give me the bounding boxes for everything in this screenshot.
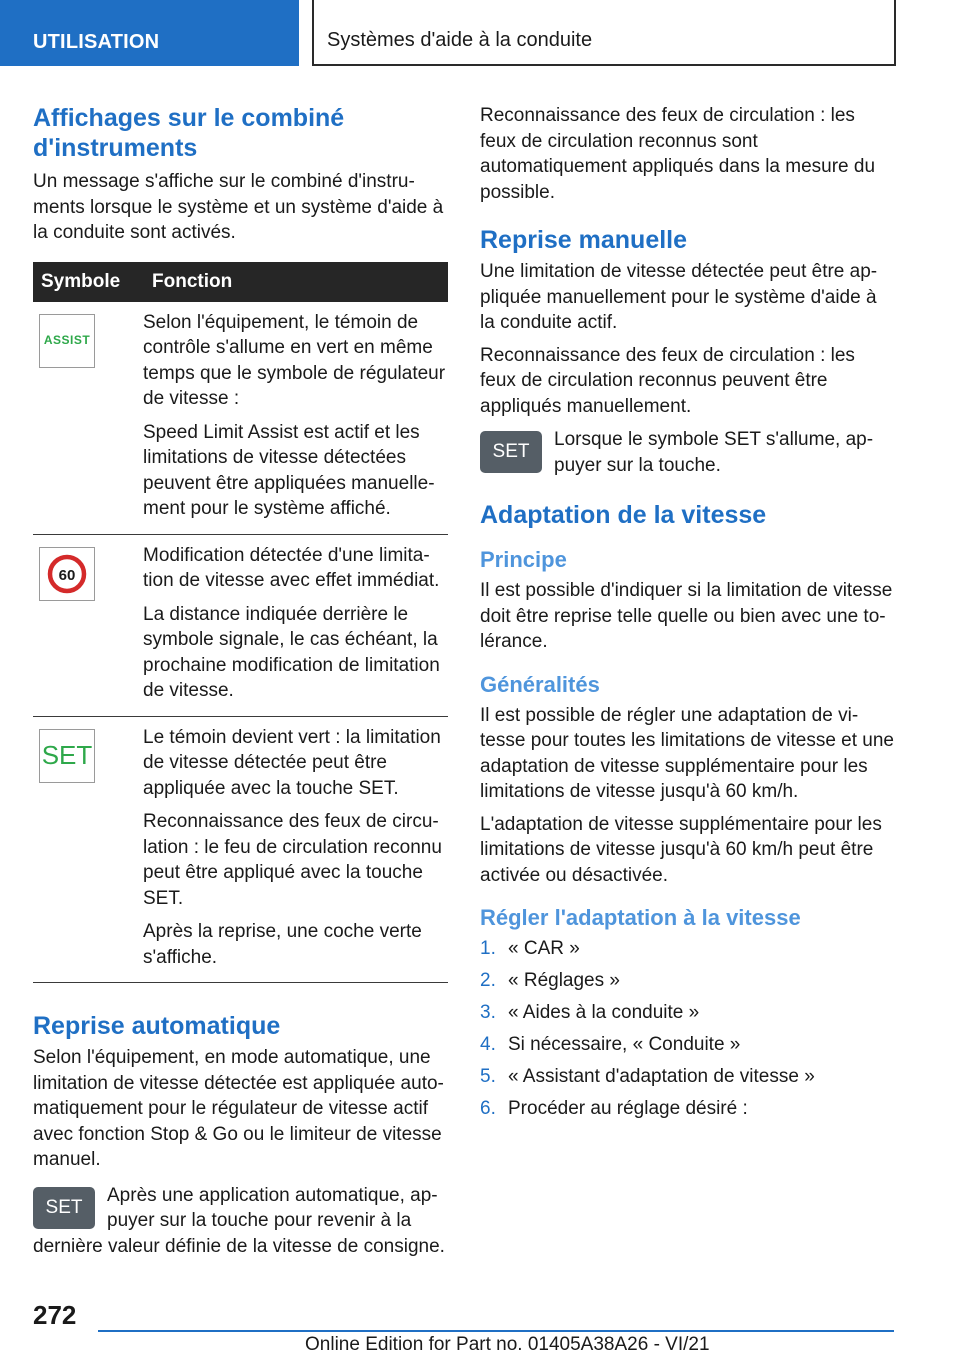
footer-divider — [98, 1330, 894, 1332]
general-paragraph: Il est possible de régler une adaptation de vitesse pour toutes les limitations de vitesse et une adaptation de vitesse supplémentaire pour les limitations de vitesse jusqu'à 60 km/h. — [480, 704, 895, 802]
manual-paragraph: Une limitation de vitesse détectée peut être appliquée manuellement pour le système d'aide à la conduite actif. — [480, 261, 878, 333]
step-text: Procéder au réglage désiré : — [508, 1098, 748, 1119]
speed-limit-60-icon — [47, 554, 87, 594]
row-text: Le témoin devient vert : la limitation de vitesse détectée peut être appliquée avec la touche SET. — [143, 726, 441, 799]
list-item — [480, 1096, 895, 1122]
symbol-table — [33, 262, 448, 984]
table-row — [33, 716, 448, 983]
section-heading-manual: Reprise manuelle — [480, 226, 688, 254]
row-text: Speed Limit Assist est actif et les limitations de vitesse détectées peuvent être appliquées manuellement pour le système affiché. — [143, 421, 435, 519]
auto-paragraph: Selon l'équipement, en mode automatique, une limitation de vitesse détectée est appliquée automatiquement pour le régulateur de vitesse actif avec fonction Stop & Go ou le limiteur de vitesse manuel. — [33, 1047, 444, 1170]
table-row — [33, 302, 448, 535]
step-text: « Aides à la conduite » — [508, 1002, 700, 1023]
manual-paragraph-2: Reconnaissance des feux de circulation : les feux de circulation reconnus peuvent être appliqués manuellement. — [480, 344, 855, 417]
row-text: Modification détectée d'une limitation de vitesse avec effet immédiat. — [143, 544, 440, 591]
subheading-setting: Régler l'adaptation à la vitesse — [480, 905, 801, 930]
auto-note — [33, 1183, 448, 1260]
step-number: 5. — [480, 1066, 496, 1087]
step-number: 1. — [480, 938, 496, 959]
list-item — [480, 1032, 895, 1058]
table-header-function: Fonction — [143, 262, 448, 302]
section-tab: UTILISATION — [0, 0, 299, 66]
general-paragraph-2: L'adaptation de vitesse supplémentaire pour les limitations de vitesse jusqu'à 60 km/h peut être activée ou désactivée. — [480, 813, 882, 886]
set-button-icon: SET — [480, 431, 542, 473]
step-number: 2. — [480, 970, 496, 991]
assist-icon — [39, 314, 95, 368]
step-text: « Réglages » — [508, 970, 620, 991]
right-column — [480, 103, 895, 1128]
subheading-principle: Principe — [480, 547, 567, 572]
traffic-light-paragraph: Reconnaissance des feux de circulation : les feux de circulation reconnus sont automatiquement appliqués dans la mesure du possible. — [480, 105, 876, 203]
list-item — [480, 1064, 895, 1090]
section-heading-displays: Affichages sur le combiné d'instruments — [33, 104, 345, 162]
row-text: Reconnaissance des feux de circulation : le feu de circulation reconnu peut être appliqué avec la touche SET. — [143, 811, 442, 909]
section-heading-auto: Reprise automatique — [33, 1012, 281, 1040]
step-number: 4. — [480, 1034, 496, 1055]
manual-note-text: Lorsque le symbole SET s'allume, appuyer sur la touche. — [554, 429, 874, 476]
row-text: Selon l'équipement, le témoin de contrôle s'allume en vert en même temps que le symbole de régulateur de vitesse : — [143, 311, 446, 409]
auto-note-text: Après une application automatique, appuyer sur la touche pour revenir à la dernière valeur définie de la vitesse de consigne. — [33, 1184, 445, 1257]
step-text: « CAR » — [508, 938, 580, 959]
page-number: 272 — [33, 1300, 77, 1330]
intro-paragraph: Un message s'affiche sur le combiné d'instruments lorsque le système et un système d'aide à la conduite sont activés. — [33, 171, 444, 243]
speed-limit-sign-icon — [39, 547, 95, 601]
steps-list — [480, 936, 895, 1122]
edition-text: Online Edition for Part no. 01405A38A26 - VI/21 — [305, 1334, 710, 1355]
list-item — [480, 936, 895, 962]
row-text: La distance indiquée derrière le symbole signale, le cas échéant, la prochaine modification de limitation de vitesse. — [143, 603, 440, 701]
assist-icon-label: ASSIST — [43, 332, 91, 347]
list-item — [480, 1000, 895, 1026]
manual-note — [480, 427, 895, 478]
speed-limit-value: 60 — [58, 566, 76, 584]
left-column — [33, 103, 448, 1259]
row-text: Après la reprise, une coche verte s'affiche. — [143, 921, 422, 968]
subheading-general: Généralités — [480, 671, 600, 697]
set-icon-label: SET — [41, 739, 93, 770]
set-button-icon: SET — [33, 1187, 95, 1229]
step-number: 3. — [480, 1002, 496, 1023]
section-heading-adaptation: Adaptation de la vitesse — [480, 501, 767, 529]
step-text: Si nécessaire, « Conduite » — [508, 1034, 741, 1055]
table-header-symbol: Symbole — [33, 262, 143, 302]
step-text: « Assistant d'adaptation de vitesse » — [508, 1066, 815, 1087]
list-item — [480, 968, 895, 994]
chapter-title: Systèmes d'aide à la conduite — [312, 0, 896, 66]
principle-paragraph: Il est possible d'indiquer si la limitation de vitesse doit être reprise telle quelle ou bien avec une tolérance. — [480, 580, 893, 652]
step-number: 6. — [480, 1098, 496, 1119]
set-green-icon — [39, 729, 95, 783]
table-row — [33, 534, 448, 716]
